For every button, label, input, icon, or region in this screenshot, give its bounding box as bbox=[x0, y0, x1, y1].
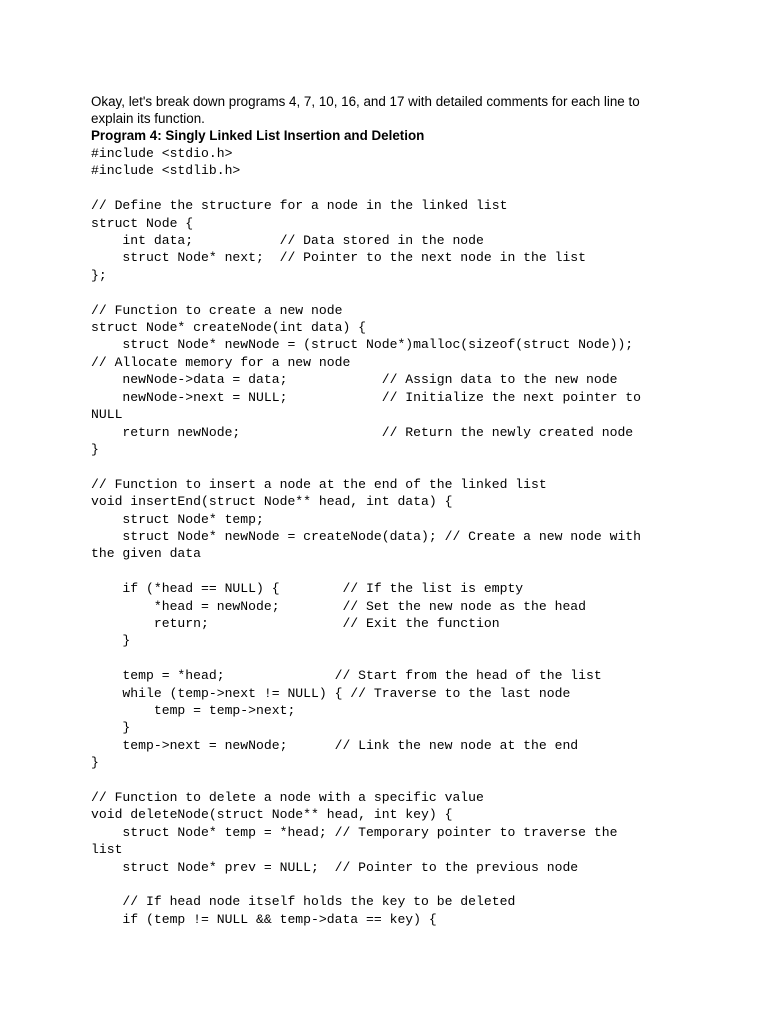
document-page bbox=[91, 93, 691, 928]
code-block: #include <stdio.h> #include <stdlib.h> // Define the structure for a node in the linked list struct Node { int data; // Data stored in the node struct Node* next; // Pointer to the next node in the list }; // Function to create a new node struct Node* createNode(int data) { struct Node* newNode = (struct Node*)malloc(sizeof(struct Node)); // Allocate memory for a new node newNode->data = data; // Assign data to the new node newNode->next = NULL; // Initialize the next pointer to NULL return newNode; // Return the newly created node } // Function to insert a node at the end of the linked list void insertEnd(struct Node** head, int data) { struct Node* temp; struct Node* newNode = createNode(data); // Create a new node with the given data if (*head == NULL) { // If the list is empty *head = newNode; // Set the new node as the head return; // Exit the function } temp = *head; // Start from the head of the list while (temp->next != NULL) { // Traverse to the last node temp = temp->next; } temp->next = newNode; // Link the new node at the end } // Function to delete a node with a specific value void deleteNode(struct Node** head, int key) { struct Node* temp = *head; // Temporary pointer to traverse the list struct Node* prev = NULL; // Pointer to the previous node // If head node itself holds the key to be deleted if (temp != NULL && temp->data == key) { bbox=[91, 146, 642, 927]
intro-paragraph: Okay, let's break down programs 4, 7, 10, 16, and 17 with detailed comments for each line to explain its function. bbox=[91, 94, 640, 126]
program-heading: Program 4: Singly Linked List Insertion and Deletion bbox=[91, 128, 425, 143]
